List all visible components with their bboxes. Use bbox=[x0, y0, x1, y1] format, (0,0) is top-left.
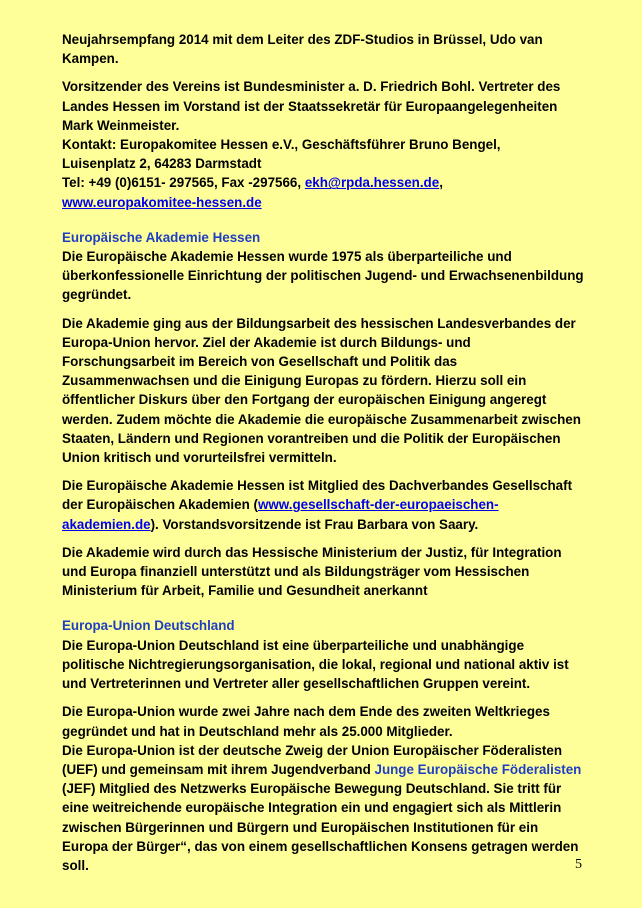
section-europa-union bbox=[62, 616, 586, 875]
akademie-p3-before: Die Europäische Akademie Hessen ist Mitglied des Dachverbandes Gesellschaft der Europäischen Akademien ( bbox=[62, 478, 573, 513]
contact-email-link[interactable]: ekh@rpda.hessen.de bbox=[304, 175, 440, 191]
contact-line-2: Luisenplatz 2, 64283 Darmstadt bbox=[62, 156, 262, 172]
union-p3-after: (JEF) Mitglied des Netzwerks Europäische Bewegung Deutschland. Sie tritt für eine weitreichende europäische Integration ein und engagiert sich als Mittlerin zwischen Bürgerinnen und Bürgern und Europäischen Institutionen für ein Europa der Bürger“, das von einem gesellschaftlichen Konsens getragen werden soll. bbox=[62, 781, 579, 873]
union-p3-before: Die Europa-Union ist der deutsche Zweig der Union Europäischer Föderalisten (UEF) und gemeinsam mit ihrem Jugendverband bbox=[62, 742, 562, 777]
akademie-paragraph-3 bbox=[62, 476, 586, 534]
page-number: 5 bbox=[575, 857, 582, 872]
akademie-paragraph-2: Die Akademie ging aus der Bildungsarbeit des hessischen Landesverbandes der Europa-Union hervor. Ziel der Akademie ist durch Bildungs- und Forschungsarbeit im Bereich von Gesellschaft und Politik das Zusammenwachsen und die Einigung Europas zu fördern. Hierzu soll ein öffentlicher Diskurs über den Fortgang der europäischen Einigung angeregt werden. Zudem möchte die Akademie die europäische Zusammenarbeit zwischen Staaten, Ländern und Regionen vorantreiben und die Politik der Europäischen Union kritisch und vorurteilsfrei vermitteln. bbox=[62, 315, 581, 466]
union-paragraph-2 bbox=[62, 702, 586, 875]
akademie-p3-after: ). Vorstandsvorsitzende ist Frau Barbara von Saary. bbox=[150, 516, 479, 532]
union-p2-text: Die Europa-Union wurde zwei Jahre nach dem Ende des zweiten Weltkrieges gegründet und hat in Deutschland mehr als 25.000 Mitglieder. bbox=[62, 704, 550, 739]
document-body bbox=[62, 30, 586, 875]
section-heading-europa-union: Europa-Union Deutschland bbox=[62, 618, 235, 634]
chairman-text: Vorsitzender des Vereins ist Bundesminister a. D. Friedrich Bohl. Vertreter des Landes Hessen im Vorstand ist der Staatssekretär für Europaangelegenheiten Mark Weinmeister. bbox=[62, 79, 561, 133]
contact-phone: Tel: +49 (0)6151- 297565, Fax -297566, bbox=[62, 175, 305, 191]
akademie-paragraph-4: Die Akademie wird durch das Hessische Ministerium der Justiz, für Integration und Europa finanziell unterstützt und als Bildungsträger vom Hessischen Ministerium für Arbeit, Familie und Gesundheit anerkannt bbox=[62, 544, 562, 599]
union-paragraph-1: Die Europa-Union Deutschland ist eine überparteiliche und unabhängige politische Nichtregierungsorganisation, die lokal, regional und national aktiv ist und Vertreterinnen und Vertreter aller gesellschaftlichen Gruppen vereint. bbox=[62, 637, 569, 692]
section-akademie bbox=[62, 228, 586, 601]
jef-link[interactable]: Junge Europäische Föderalisten bbox=[374, 761, 582, 777]
intro-paragraph-2 bbox=[62, 77, 586, 211]
gesellschaft-link[interactable]: www.gesellschaft-der-europaeischen-akademien.de bbox=[62, 497, 499, 532]
contact-comma: , bbox=[439, 175, 443, 191]
section-heading-akademie: Europäische Akademie Hessen bbox=[62, 229, 261, 245]
contact-website-link[interactable]: www.europakomitee-hessen.de bbox=[62, 194, 262, 210]
akademie-paragraph-1: Die Europäische Akademie Hessen wurde 1975 als überparteiliche und überkonfessionelle Einrichtung der politischen Jugend- und Erwachsenenbildung gegründet. bbox=[62, 249, 584, 303]
intro-paragraph-1: Neujahrsempfang 2014 mit dem Leiter des ZDF-Studios in Brüssel, Udo van Kampen. bbox=[62, 32, 543, 67]
contact-line-1: Kontakt: Europakomitee Hessen e.V., Geschäftsführer Bruno Bengel, bbox=[62, 137, 501, 153]
